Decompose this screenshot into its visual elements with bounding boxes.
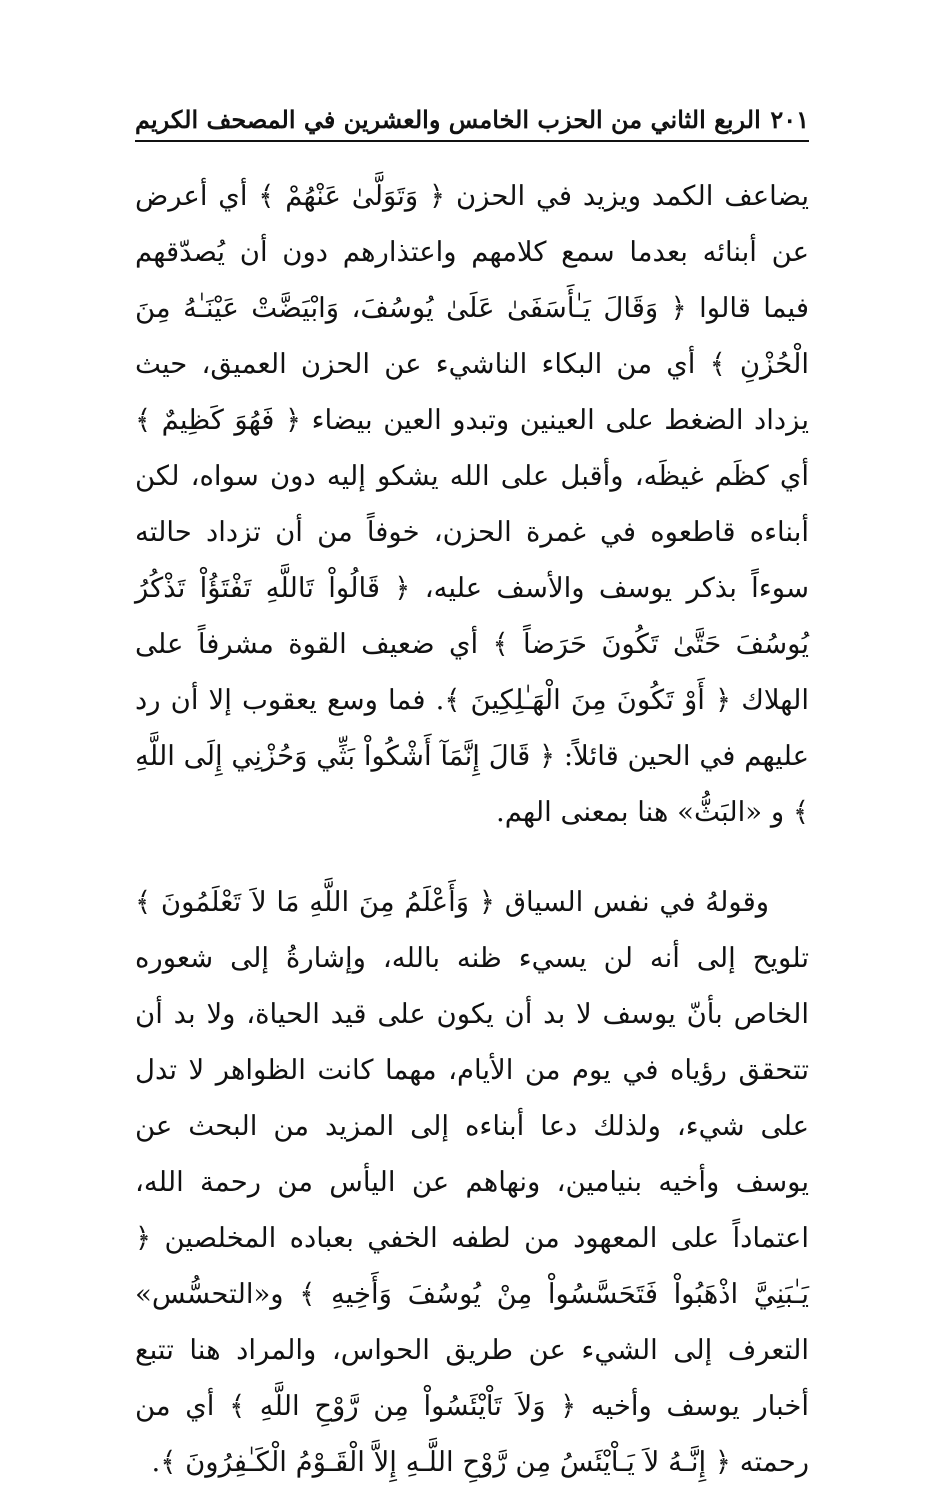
running-header	[135, 100, 809, 134]
page-number: ٢٠١	[770, 105, 809, 134]
body-text	[135, 168, 809, 1490]
header-title: الربع الثاني من الحزب الخامس والعشرين في المصحف الكريم	[135, 105, 761, 134]
paragraph-2: وقولهُ في نفس السياق ﴿ وَأَعْلَمُ مِنَ اللَّهِ مَا لاَ تَعْلَمُونَ ﴾ تلويح إلى أنه لن يسيء ظنه بالله، وإشارةُ إلى شعوره الخاص بأنّ يوسف لا بد أن يكون على قيد الحياة، ولا بد أن تتحقق رؤياه في يوم من الأيام، مهما كانت الظواهر لا تدل على شيء، ولذلك دعا أبناءه إلى المزيد من البحث عن يوسف وأخيه بنيامين، ونهاهم عن اليأس من رحمة الله، اعتماداً على المعهود من لطفه الخفي بعباده المخلصين ﴿ يَـٰبَنِيَّ اذْهَبُواْ فَتَحَسَّسُواْ مِنْ يُوسُفَ وَأَخِيهِ ﴾ و«التحسُّس» التعرف إلى الشيء عن طريق الحواس، والمراد هنا تتبع أخبار يوسف وأخيه ﴿ وَلاَ تَاْيْئَسُواْ مِن رَّوْحِ اللَّهِ ﴾ أي من رحمته ﴿ إِنَّـهُ لاَ يَـاْيْئَسُ مِن رَّوْحِ اللَّـهِ إِلاَّ الْقَـوْمُ الْكَـٰفِرُونَ ﴾.	[135, 886, 809, 1478]
header-rule	[135, 140, 809, 142]
paragraph-1: يضاعف الكمد ويزيد في الحزن ﴿ وَتَوَلَّىٰ عَنْهُمْ ﴾ أي أعرض عن أبنائه بعدما سمع كلامهم واعتذارهم دون أن يُصدّقهم فيما قالوا ﴿ وَقَالَ يَـٰأَسَفَىٰ عَلَىٰ يُوسُفَ، وَابْيَضَّتْ عَيْنَـٰهُ مِنَ الْحُزْنِ ﴾ أي من البكاء الناشيء عن الحزن العميق، حيث يزداد الضغط على العينين وتبدو العين بيضاء ﴿ فَهُوَ كَظِيمٌ ﴾ أي كظَم غيظَه، وأقبل على الله يشكو إليه دون سواه، لكن أبناءه قاطعوه في غمرة الحزن، خوفاً من أن تزداد حالته سوءاً بذكر يوسف والأسف عليه، ﴿ قَالُواْ تَاللَّهِ تَفْتَؤُاْ تَذْكُرُ يُوسُفَ حَتَّىٰ تَكُونَ حَرَضاً ﴾ أي ضعيف القوة مشرفاً على الهلاك ﴿ أَوْ تَكُونَ مِنَ الْهَـٰلِكِينَ ﴾. فما وسع يعقوب إلا أن رد عليهم في الحين قائلاً: ﴿ قَالَ إِنَّمَآ أَشْكُواْ بَثِّي وَحُزْنِي إِلَى اللَّهِ ﴾ و «البَثُّ» هنا بمعنى الهم.	[135, 180, 809, 828]
